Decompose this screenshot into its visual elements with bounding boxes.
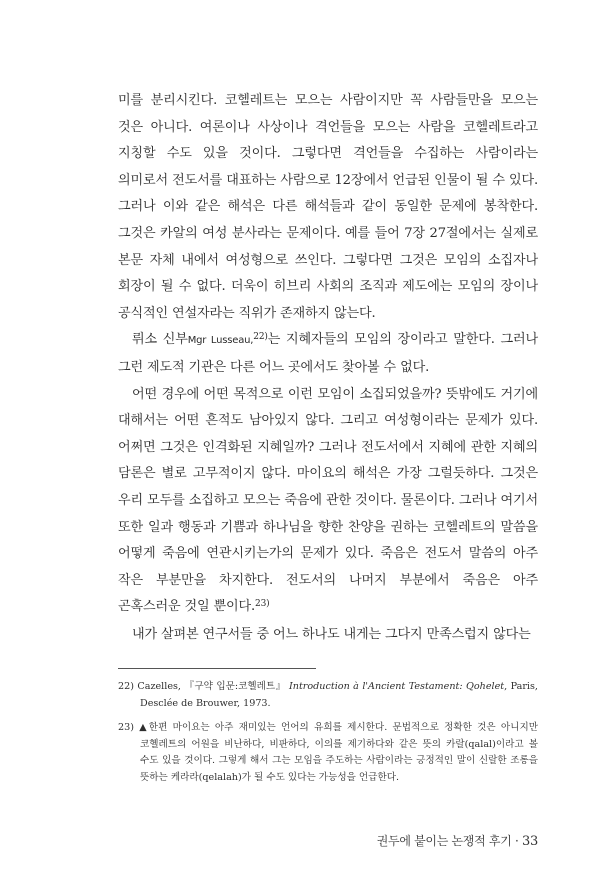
footnote-22-publisher: , Paris, Desclée de Brouwer, 1973.: [140, 681, 538, 709]
page-footer: [377, 832, 538, 849]
footnote-ref-23: 23): [255, 599, 270, 610]
paragraph-3: [118, 382, 538, 622]
footnotes: [118, 679, 538, 786]
footnote-23: [118, 720, 538, 786]
footnote-22-title: Introduction à l'Ancient Testament: Qohelet: [288, 681, 505, 693]
footnote-22: [118, 679, 538, 712]
inline-source-lusseau: Mgr Lusseau,: [187, 335, 254, 347]
footnote-22-author: Cazelles,: [137, 681, 181, 693]
paragraph-3-text: 어떤 경우에 어떤 목적으로 이런 모임이 소집되었을까? 뜻밖에도 거기에 대해서는 어떤 흔적도 남아있지 않다. 그리고 여성형이라는 문제가 있다. 어쩌면 그것은 인격화된 지혜일까? 그러나 전도서에서 지혜에 관한 지혜의 담론은 별로 고무적이지 않다. 마이요의 해석은 가장 그럴듯하다. 그것은 우리 모두를 소집하고 모으는 죽음에 관한 것이다. 물론이다. 그러나 여기서 또한 일과 행동과 기쁨과 하나님을 향한 찬양을 권하는 코헬레트의 말씀을 어떻게 죽음에 연관시키는가의 문제가 있다. 죽음은 전도서 말씀의 아주 작은 부분만을 차지한다. 전도서의 나머지 부분에서 죽음은 아주 곤혹스러운 것일 뿐이다.: [118, 386, 538, 615]
running-title: 권두에 붙이는 논쟁적 후기: [376, 834, 512, 848]
paragraph-1: 미를 분리시킨다. 코헬레트는 모으는 사람이지만 꼭 사람들만을 모으는 것은 아니다. 여론이나 사상이나 격언들을 모으는 사람을 코헬레트라고 지칭할 수도 있을 것이다. 그렇다면 격언들을 수집하는 사람이라는 의미로서 전도서를 대표하는 사람으로 12장에서 언급된 인물이 될 수 있다. 그러나 이와 같은 해석은 다른 해석들과 같이 동일한 문제에 봉착한다. 그것은 카알의 여성 분사라는 문제이다. 예를 들어 7장 27절에서는 실제로 본문 자체 내에서 여성형으로 쓰인다. 그렇다면 그것은 모임의 소집자나 회장이 될 수 없다. 더욱이 히브리 사회의 조직과 제도에는 모임의 장이나 공식적인 연설자라는 직위가 존재하지 않는다.: [118, 93, 538, 321]
paragraph-2-start: 뤼소 신부: [132, 332, 188, 348]
paragraph-4: 내가 살펴본 연구서들 중 어느 하나도 내게는 그다지 만족스럽지 않다는: [132, 626, 531, 642]
paragraph-2-end: 는 지혜자들의 모임의 장이라고 말한다. 그러나 그런 제도적 기관은 다른 어느 곳에서도 찾아볼 수 없다.: [118, 332, 538, 375]
footnote-23-number: 23): [118, 722, 134, 734]
page-content: [118, 88, 538, 794]
footnote-ref-22: 22): [253, 332, 268, 343]
page-number: 33: [522, 834, 538, 849]
footnote-divider: [118, 668, 316, 669]
paragraph-2: [118, 327, 538, 381]
footer-separator: ·: [515, 834, 519, 848]
footnote-22-korean-title: 『구약 입문:코헬레트』: [184, 681, 286, 693]
body-text: [118, 88, 538, 648]
footnote-22-number: 22): [118, 681, 134, 693]
footnote-23-text: ▲한편 마이요는 아주 재미있는 언어의 유희를 제시한다. 문법적으로 정확한 것은 아니지만 코헬레트의 어원을 비난하다, 비판하다, 이의를 제기하다와 같은 뜻의 카랄(qalal)이라고 볼 수도 있을 것이다. 그렇게 해서 그는 모임을 주도하는 사람이라는 긍정적인 말이 신랄한 조롱을 뜻하는 케라라(qelalah)가 될 수도 있다는 가능성을 언급한다.: [139, 722, 538, 783]
